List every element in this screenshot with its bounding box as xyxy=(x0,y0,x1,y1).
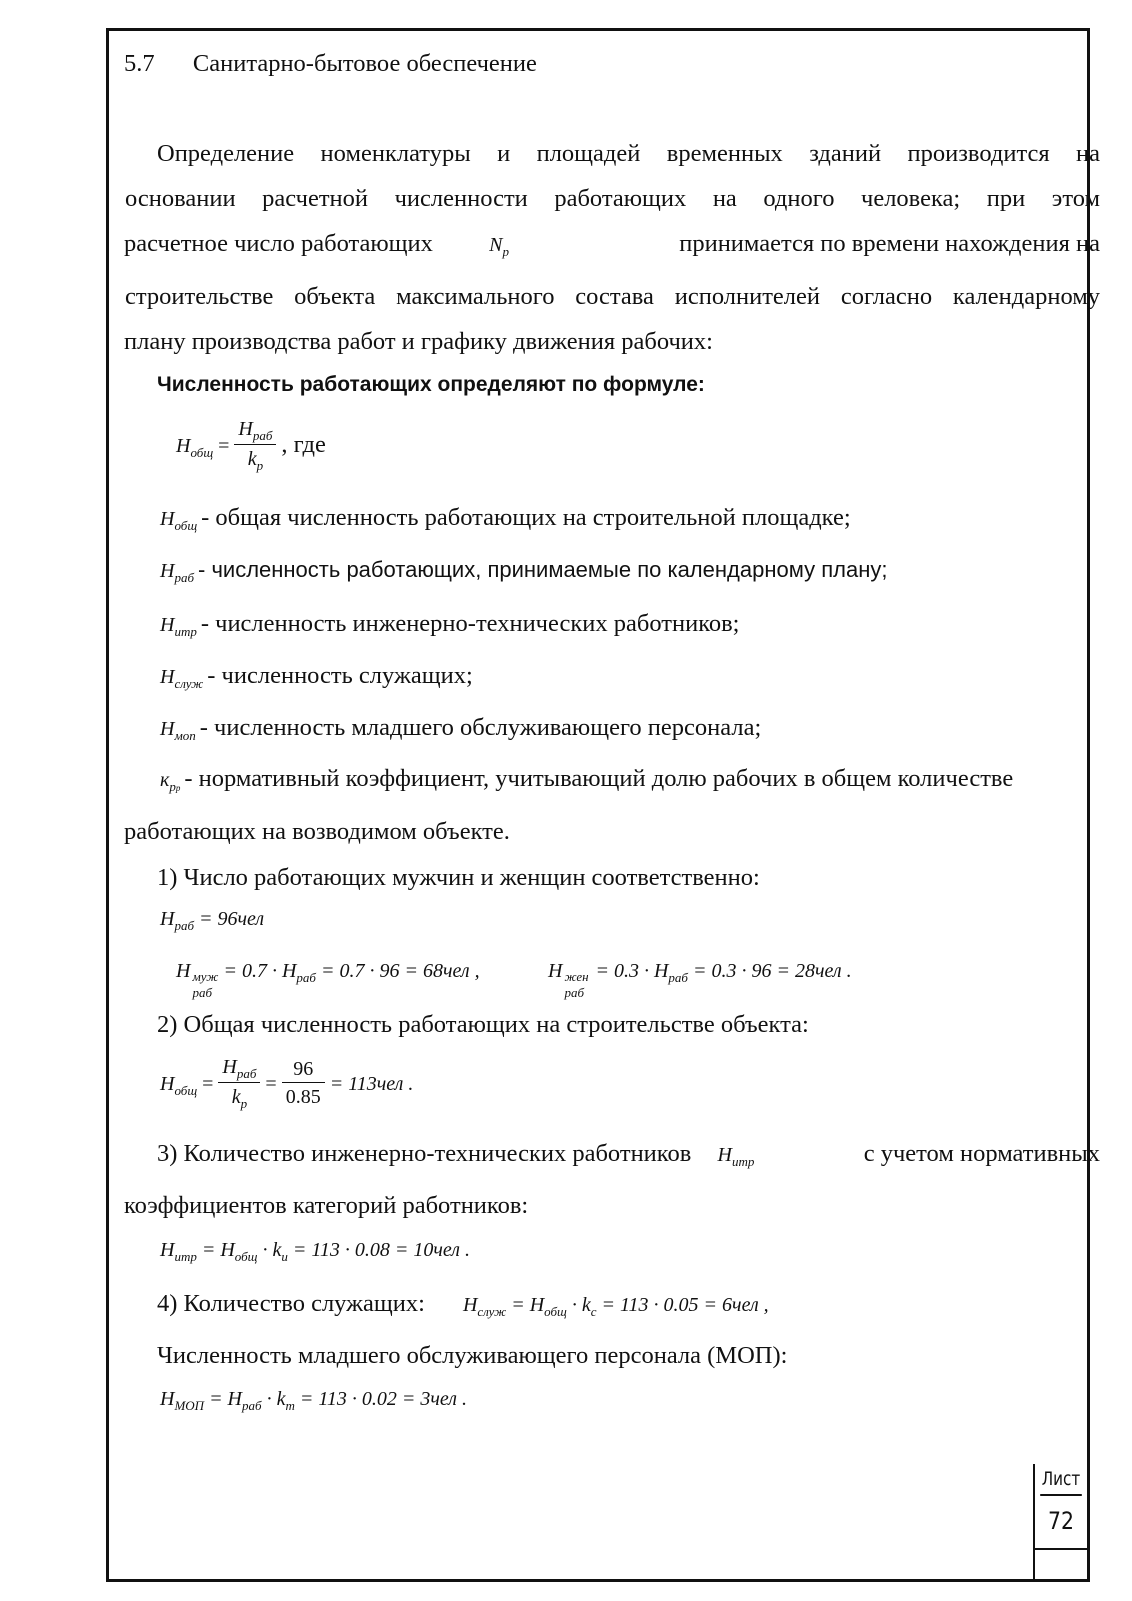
step-5: Численность младшего обслуживающего персонала (МОП): xyxy=(157,1342,788,1369)
def-itr: $Н_{итр}$ - численность инженерно-технических работников; xyxy=(160,610,740,639)
eq-rab: $Н_{раб} = 96чел$ xyxy=(160,908,265,933)
step-4: 4) Количество служащих: $Н_{служ} = Н_{общ} \cdot k_с = 113 \cdot 0.05 = 6чел$ , xyxy=(157,1290,769,1319)
def-sluzh: $Н_{служ}$ - численность служащих; xyxy=(160,662,473,691)
step-1: 1) Число работающих мужчин и женщин соответственно: xyxy=(157,864,760,891)
def-rab: $Н_{раб}$ - численность работающих, принимаемые по календарному плану; xyxy=(160,557,888,585)
intro-line-1: Определение номенклатуры и площадей временных зданий производится на xyxy=(157,140,1100,167)
eq-zhen: Н жен раб = $0.3 \cdot Н_{раб} = 0.3 \cdot 96 = 28чел$ . xyxy=(548,960,852,1000)
step-3: 3) Количество инженерно-технических работников $Н_{итр}$ с учетом нормативных xyxy=(157,1140,1100,1169)
fraction: $\frac{Н_{раб}}{k_р}$ xyxy=(234,416,276,475)
main-formula: $Н_{общ}$ = $\frac{Н_{раб}}{k_р}$ , где xyxy=(176,418,326,473)
section-title: Санитарно-бытовое обеспечение xyxy=(192,50,537,77)
formula-heading: Численность работающих определяют по формуле: xyxy=(157,373,705,396)
eq-obsh: $Н_{общ}$ = $\frac{Н_{раб}}{k_р}$ = $\frac{96}{0.85}$ = 113чел . xyxy=(160,1056,414,1111)
eq-muzh: Н муж раб = $0.7 \cdot Н_{раб} = 0.7 \cdot 96 = 68чел$ , xyxy=(176,960,480,1000)
def-kp: $к_{рр}$ - нормативный коэффициент, учитывающий долю рабочих в общем количестве xyxy=(160,765,1014,794)
def-kp-cont: работающих на возводимом объекте. xyxy=(124,818,510,845)
intro-line-5: плану производства работ и графику движения рабочих: xyxy=(124,328,713,355)
section-heading xyxy=(124,50,537,78)
eq-itr: $Н_{итр} = Н_{общ} \cdot k_и = 113 \cdot 0.08 = 10чел$ . xyxy=(160,1239,471,1264)
intro-line-4: строительстве объекта максимального состава исполнителей согласно календарному xyxy=(125,283,1100,310)
def-obsh: $Н_{общ}$ - общая численность работающих на строительной площадке; xyxy=(160,504,851,533)
section-number: 5.7 xyxy=(124,50,155,77)
sheet-number: 72 xyxy=(1048,1507,1074,1535)
intro-line-3: расчетное число работающих $N_р$ принимается по времени нахождения на xyxy=(124,230,1100,259)
np-symbol: $N_р$ xyxy=(489,234,509,259)
def-mop: $Н_{моп}$ - численность младшего обслуживающего персонала; xyxy=(160,714,762,743)
step-3-cont: коэффициентов категорий работников: xyxy=(124,1192,529,1219)
intro-line-2: основании расчетной численности работающих на одного человека; при этом xyxy=(125,185,1100,212)
sheet-label: Лист xyxy=(1040,1464,1082,1496)
sheet-stamp xyxy=(1033,1464,1087,1579)
where-word: , где xyxy=(281,431,326,459)
step-2: 2) Общая численность работающих на строительстве объекта: xyxy=(157,1011,809,1038)
eq-mop: $Н_{МОП} = Н_{раб} \cdot k_т = 113 \cdot 0.02 = 3чел$ . xyxy=(160,1388,467,1413)
